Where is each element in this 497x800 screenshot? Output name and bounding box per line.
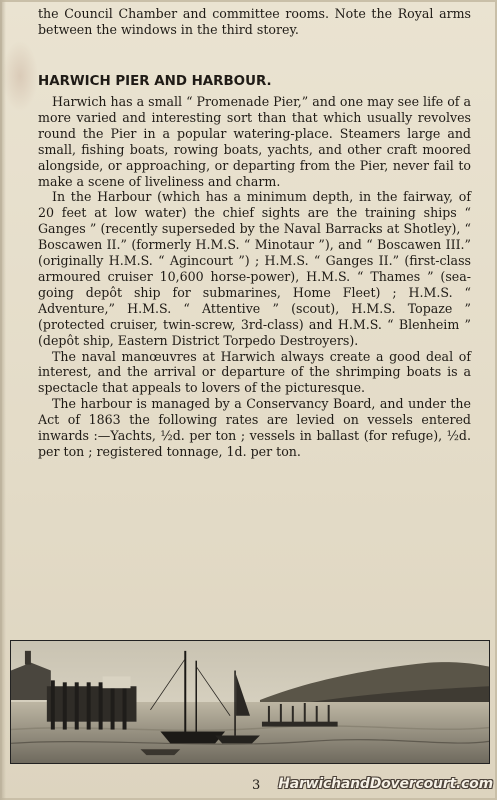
- intro-text-block: [38, 6, 471, 38]
- harbour-building: [11, 663, 51, 700]
- faded-stamp-mark: [2, 40, 38, 112]
- building-turret: [25, 651, 31, 665]
- paragraph-harbour-ships: In the Harbour (which has a minimum depth, in the fairway, of 20 feet at low water) the chief sights are the training ships “ Ganges ” (recently superseded by the Naval Barracks at Shotley), “ Boscawen II.” (formerly H.M.S. “ Minotaur ”), and “ Boscawen III.” (originally H.M.S. “ Agincourt ”) ; H.M.S. “ Ganges II.” (first-class armoured cruiser 10,600 horse-power), H.M.S. “ Thames ” (sea-going depôt ship for submarines, Home Fleet) ; H.M.S. “ Adventure,” H.M.S. “ Attentive ” (scout), H.M.S. Topaze ” (protected cruiser, twin-screw, 3rd-class) and H.M.S. “ Blenheim ” (depôt ship, Eastern District Torpedo Destroyers).: [38, 189, 471, 348]
- paragraph-conservancy-rates: The harbour is managed by a Conservancy Board, and under the Act of 1863 the following rates are levied on vessels entered inwards :—Yachts, ½d. per ton ; vessels in ballast (for refuge), ½d. per ton ; registered tonnage, 1d. per ton.: [38, 396, 471, 459]
- section-body: [38, 94, 471, 460]
- harbour-photograph: [10, 640, 490, 764]
- rowing-boat: [140, 749, 180, 755]
- harbour-scene-illustration: [11, 641, 489, 763]
- page-edge-shadow: [0, 0, 6, 800]
- pier-hut: [103, 676, 131, 688]
- paragraph-naval-manoeuvres: The naval manœuvres at Harwich always create a good deal of interest, and the arrival or departure of the shrimping boats is a spectacle that appeals to lovers of the picturesque.: [38, 348, 471, 396]
- intro-paragraph: the Council Chamber and committee rooms. Note the Royal arms between the windows in the third storey.: [38, 6, 471, 37]
- section-heading: HARWICH PIER AND HARBOUR.: [38, 74, 272, 89]
- page-number: 3: [252, 778, 261, 793]
- paragraph-pier: Harwich has a small “ Promenade Pier,” and one may see life of a more varied and interesting sort than that which usually revolves round the Pier in a popular watering-place. Steamers large and small, fishing boats, rowing boats, yachts, and other craft moored alongside, or approaching, or departing from the Pier, never fail to make a scene of liveliness and charm.: [38, 94, 471, 189]
- site-watermark: HarwichandDovercourt.com: [278, 776, 493, 792]
